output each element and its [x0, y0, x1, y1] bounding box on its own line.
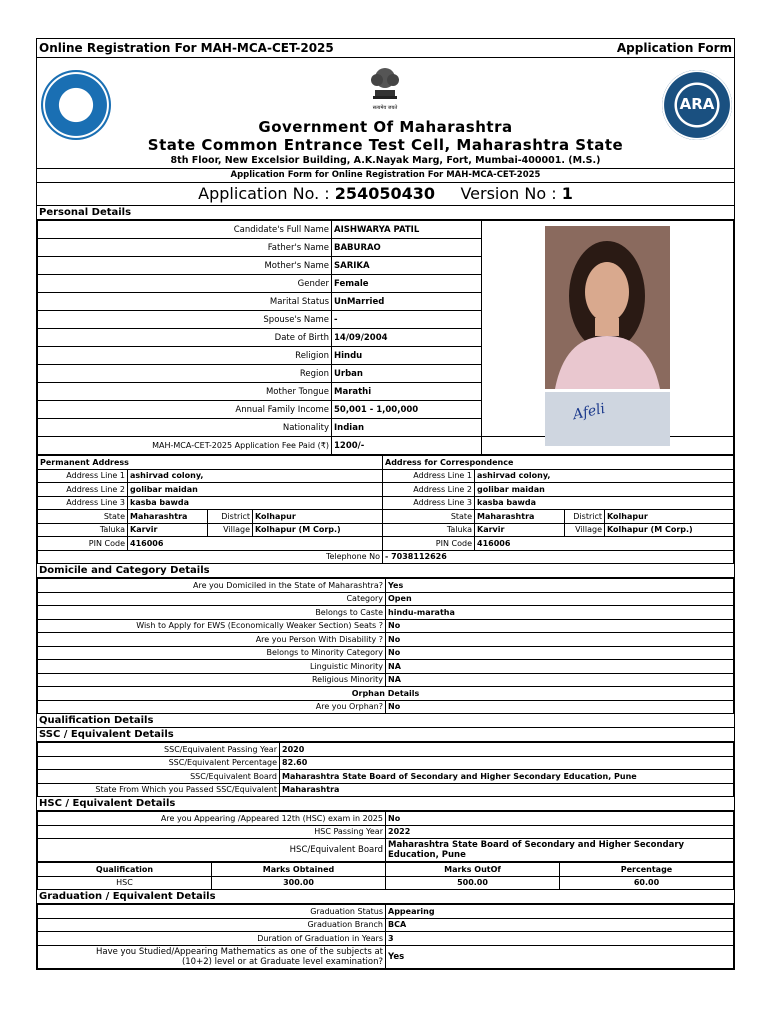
correspondence-address-heading: Address for Correspondence	[383, 456, 734, 470]
value-are-you-domiciled-in-the-state-of-maharashtra: Yes	[386, 579, 734, 593]
table-row	[38, 579, 734, 593]
label-duration-of-graduation-in-years: Duration of Graduation in Years	[38, 932, 386, 946]
candidate-photo	[545, 226, 670, 389]
permanent-address-heading: Permanent Address	[38, 456, 383, 470]
personal-details-heading: Personal Details	[37, 206, 734, 220]
form-title: Online Registration For MAH-MCA-CET-2025	[39, 41, 334, 55]
value-candidate-s-full-name: AISHWARYA PATIL	[332, 221, 482, 239]
version-number: 1	[561, 184, 573, 203]
application-number-row: Application No. : 254050430 Version No : 1	[37, 183, 734, 206]
value-are-you-appearing-appeared-12th-hsc-exam-in-2025: No	[386, 812, 734, 826]
corr-taluka: Karvir	[475, 523, 565, 537]
label-nationality: Nationality	[38, 419, 332, 437]
perm-pin-code: 416006	[128, 537, 383, 551]
table-row	[38, 932, 734, 946]
value-category: Open	[386, 592, 734, 606]
government-header	[37, 58, 734, 169]
label-date-of-birth: Date of Birth	[38, 329, 332, 347]
corr-district: Kolhapur	[605, 510, 734, 524]
label-state-from-which-you-passed-ssc-equivalent: State From Which you Passed SSC/Equivalent	[38, 783, 280, 797]
table-row	[38, 743, 734, 757]
value-religious-minority: NA	[386, 673, 734, 687]
value-religion: Hindu	[332, 347, 482, 365]
label-wish-to-apply-for-ews-economically-weaker-section-seats: Wish to Apply for EWS (Economically Weaker Section) Seats ?	[38, 619, 386, 633]
marks-cell: HSC	[38, 876, 212, 890]
marks-header-marks-obtained: Marks Obtained	[212, 863, 386, 877]
ssc-heading: SSC / Equivalent Details	[37, 728, 734, 742]
value-mother-tongue: Marathi	[332, 383, 482, 401]
value-region: Urban	[332, 365, 482, 383]
corr-pin-code: 416006	[475, 537, 734, 551]
cet-cell-logo: CET	[41, 70, 111, 140]
label-religious-minority: Religious Minority	[38, 673, 386, 687]
value-wish-to-apply-for-ews-economically-weaker-section-seats: No	[386, 619, 734, 633]
application-form-page	[36, 38, 735, 970]
orphan-heading: Orphan Details	[38, 687, 734, 701]
label-religion: Religion	[38, 347, 332, 365]
perm-address-line-2: golibar maidan	[128, 483, 383, 497]
application-number: 254050430	[334, 184, 435, 203]
label-marital-status: Marital Status	[38, 293, 332, 311]
ara-logo: ARA	[662, 70, 732, 140]
header-line-1: Government Of Maharashtra	[258, 118, 513, 136]
hsc-table: Are you Appearing /Appeared 12th (HSC) exam in 2025 No HSC Passing Year 2022 HSC/Equivalent Board Maharashtra State Board of Secondary and Higher Secondary Education, Pune	[37, 811, 734, 862]
value-belongs-to-minority-category: No	[386, 646, 734, 660]
table-row	[38, 606, 734, 620]
table-row	[38, 812, 734, 826]
value-hsc-passing-year: 2022	[386, 825, 734, 839]
label-are-you-domiciled-in-the-state-of-maharashtra: Are you Domiciled in the State of Maharashtra?	[38, 579, 386, 593]
value-spouse-s-name: -	[332, 311, 482, 329]
label-spouse-s-name: Spouse's Name	[38, 311, 332, 329]
corr-address-line-2: golibar maidan	[475, 483, 734, 497]
domicile-table: Are you Domiciled in the State of Maharashtra? Yes Category Open Belongs to Caste hindu-maratha Wish to Apply for EWS (Economically Weaker Section) Seats ? No Are you Person With Disability ? No Belongs to Minority Category No Linguistic Minority NA Religious Minority NA Orphan Details Are you Orphan? No	[37, 578, 734, 714]
value-ssc-equivalent-board: Maharashtra State Board of Secondary and Higher Secondary Education, Pune	[280, 770, 734, 784]
table-row	[38, 918, 734, 932]
label-ssc-equivalent-passing-year: SSC/Equivalent Passing Year	[38, 743, 280, 757]
perm-state: Maharashtra	[128, 510, 208, 524]
label-annual-family-income: Annual Family Income	[38, 401, 332, 419]
form-subheading: Application Form for Online Registration For MAH-MCA-CET-2025	[37, 169, 734, 183]
label-region: Region	[38, 365, 332, 383]
value-annual-family-income: 50,001 - 1,00,000	[332, 401, 482, 419]
value-ssc-equivalent-percentage: 82.60	[280, 756, 734, 770]
value-nationality: Indian	[332, 419, 482, 437]
orphan-value: No	[386, 700, 734, 714]
value-graduation-status: Appearing	[386, 905, 734, 919]
label-graduation-status: Graduation Status	[38, 905, 386, 919]
value-date-of-birth: 14/09/2004	[332, 329, 482, 347]
header-line-2: State Common Entrance Test Cell, Maharashtra State	[147, 136, 624, 154]
value-duration-of-graduation-in-years: 3	[386, 932, 734, 946]
marks-cell: 500.00	[386, 876, 560, 890]
form-type: Application Form	[616, 41, 732, 55]
hsc-board-value: Maharashtra State Board of Secondary and Higher Secondary Education, Pune	[386, 839, 734, 862]
telephone-number: - 7038112626	[383, 550, 734, 564]
corr-address-line-3: kasba bawda	[475, 496, 734, 510]
label-linguistic-minority: Linguistic Minority	[38, 660, 386, 674]
label-belongs-to-minority-category: Belongs to Minority Category	[38, 646, 386, 660]
qualification-heading: Qualification Details	[37, 714, 734, 728]
label-are-you-appearing-appeared-12th-hsc-exam-in-2025: Are you Appearing /Appeared 12th (HSC) exam in 2025	[38, 812, 386, 826]
table-row	[38, 646, 734, 660]
marks-cell: 60.00	[560, 876, 734, 890]
value-belongs-to-caste: hindu-maratha	[386, 606, 734, 620]
marks-header-qualification: Qualification	[38, 863, 212, 877]
form-title-bar	[37, 39, 734, 58]
perm-address-line-3: kasba bawda	[128, 496, 383, 510]
label-graduation-branch: Graduation Branch	[38, 918, 386, 932]
ssc-table	[37, 742, 734, 797]
value-marital-status: UnMarried	[332, 293, 482, 311]
table-row	[38, 592, 734, 606]
value-state-from-which-you-passed-ssc-equivalent: Maharashtra	[280, 783, 734, 797]
table-row	[38, 756, 734, 770]
label-belongs-to-caste: Belongs to Caste	[38, 606, 386, 620]
graduation-table: Graduation Status Appearing Graduation Branch BCA Duration of Graduation in Years 3 Have you Studied/Appearing Mathematics as one of the subjects at (10+2) level or at Graduate level examination? Yes	[37, 904, 734, 969]
corr-state: Maharashtra	[475, 510, 565, 524]
candidate-signature: Afeli	[545, 392, 670, 446]
domicile-heading: Domicile and Category Details	[37, 564, 734, 578]
label-category: Category	[38, 592, 386, 606]
marks-table	[37, 862, 734, 890]
label-candidate-s-full-name: Candidate's Full Name	[38, 221, 332, 239]
value-graduation-branch: BCA	[386, 918, 734, 932]
table-row	[38, 660, 734, 674]
table-row	[38, 783, 734, 797]
table-row	[38, 619, 734, 633]
value-ssc-equivalent-passing-year: 2020	[280, 743, 734, 757]
label-gender: Gender	[38, 275, 332, 293]
label-are-you-person-with-disability: Are you Person With Disability ?	[38, 633, 386, 647]
fee-value: 1200/-	[332, 437, 482, 455]
corr-village: Kolhapur (M Corp.)	[605, 523, 734, 537]
table-row	[38, 770, 734, 784]
perm-district: Kolhapur	[253, 510, 383, 524]
label-hsc-passing-year: HSC Passing Year	[38, 825, 386, 839]
label-ssc-equivalent-board: SSC/Equivalent Board	[38, 770, 280, 784]
marks-header-percentage: Percentage	[560, 863, 734, 877]
label-ssc-equivalent-percentage: SSC/Equivalent Percentage	[38, 756, 280, 770]
marks-cell: 300.00	[212, 876, 386, 890]
value-are-you-person-with-disability: No	[386, 633, 734, 647]
table-row	[38, 673, 734, 687]
value-linguistic-minority: NA	[386, 660, 734, 674]
perm-taluka: Karvir	[128, 523, 208, 537]
table-row	[38, 825, 734, 839]
label-father-s-name: Father's Name	[38, 239, 332, 257]
emblem-caption: सत्यमेव जयते	[372, 105, 398, 111]
header-address: 8th Floor, New Excelsior Building, A.K.Nayak Marg, Fort, Mumbai-400001. (M.S.)	[170, 155, 601, 166]
graduation-heading: Graduation / Equivalent Details	[37, 890, 734, 904]
table-row	[38, 905, 734, 919]
value-gender: Female	[332, 275, 482, 293]
label-mother-s-name: Mother's Name	[38, 257, 332, 275]
maths-studied-value: Yes	[386, 945, 734, 968]
corr-address-line-1: ashirvad colony,	[475, 469, 734, 483]
value-father-s-name: BABURAO	[332, 239, 482, 257]
perm-address-line-1: ashirvad colony,	[128, 469, 383, 483]
table-row	[38, 633, 734, 647]
perm-village: Kolhapur (M Corp.)	[253, 523, 383, 537]
marks-header-marks-outof: Marks OutOf	[386, 863, 560, 877]
address-table: Permanent Address Address for Correspondence Address Line 1 ashirvad colony, Address Line 1 ashirvad colony, Address Line 2 golibar maidan Address Line 2 golibar maidan Address Line 3 kasba bawda Address Line 3 kasba bawda State Maharashtra District Kolhapur State Maharashtra District Kolhapur Taluka Karvir Village Kolhapur (M Corp.) Taluka Karvir Village Kolhapur (M Corp.) PIN Code 416006 PIN Code 416006 Telephone No - 7038112626	[37, 455, 734, 564]
label-mother-tongue: Mother Tongue	[38, 383, 332, 401]
fee-label: MAH-MCA-CET-2025 Application Fee Paid (₹)	[38, 437, 332, 455]
value-mother-s-name: SARIKA	[332, 257, 482, 275]
hsc-heading: HSC / Equivalent Details	[37, 797, 734, 811]
